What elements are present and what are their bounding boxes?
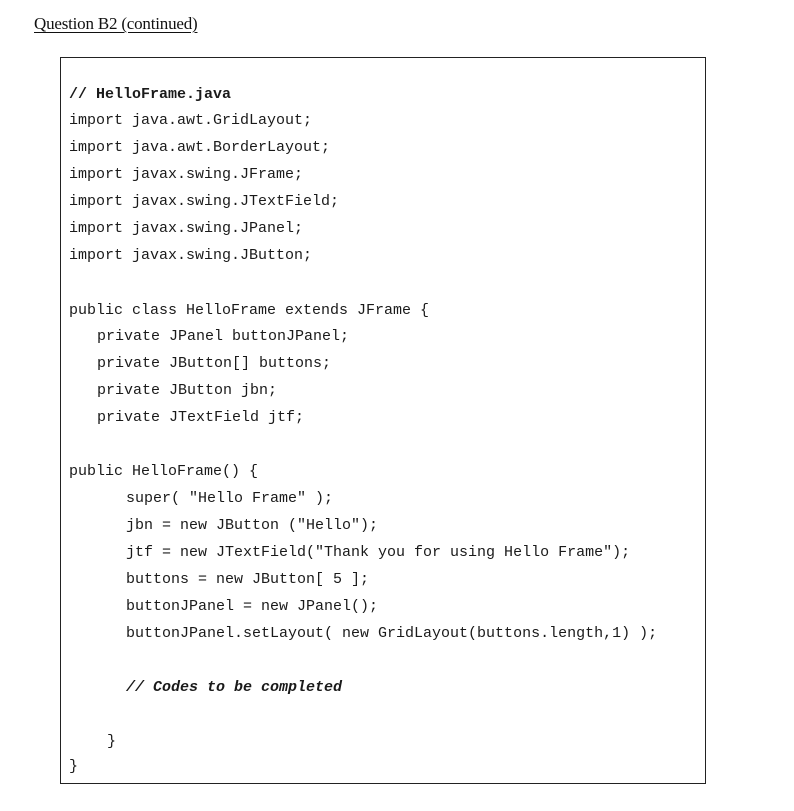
question-heading: Question B2 (continued)	[34, 14, 198, 33]
import-line: import javax.swing.JPanel;	[69, 220, 304, 237]
import-line: import javax.swing.JTextField;	[69, 193, 340, 210]
constructor-statement: jtf = new JTextField("Thank you for using Hello Frame");	[126, 544, 631, 561]
import-line: import java.awt.BorderLayout;	[69, 139, 331, 156]
constructor-statement: super( "Hello Frame" );	[126, 490, 334, 507]
constructor-statement: buttonJPanel.setLayout( new GridLayout(buttons.length,1) );	[126, 625, 658, 642]
field-declaration: private JTextField jtf;	[97, 409, 305, 426]
field-declaration: private JPanel buttonJPanel;	[97, 328, 350, 345]
import-line: import java.awt.GridLayout;	[69, 112, 313, 129]
constructor-close-brace: }	[107, 733, 117, 750]
file-comment: // HelloFrame.java	[69, 86, 232, 103]
constructor-statement: jbn = new JButton ("Hello");	[126, 517, 379, 534]
code-listing-box	[60, 57, 706, 784]
import-line: import javax.swing.JButton;	[69, 247, 313, 264]
constructor-statement: buttons = new JButton[ 5 ];	[126, 571, 370, 588]
import-line: import javax.swing.JFrame;	[69, 166, 304, 183]
class-close-brace: }	[69, 758, 79, 775]
class-declaration: public class HelloFrame extends JFrame {	[69, 302, 430, 319]
todo-comment: // Codes to be completed	[126, 679, 343, 696]
field-declaration: private JButton jbn;	[97, 382, 278, 399]
constructor-statement: buttonJPanel = new JPanel();	[126, 598, 379, 615]
field-declaration: private JButton[] buttons;	[97, 355, 332, 372]
constructor-declaration: public HelloFrame() {	[69, 463, 259, 480]
